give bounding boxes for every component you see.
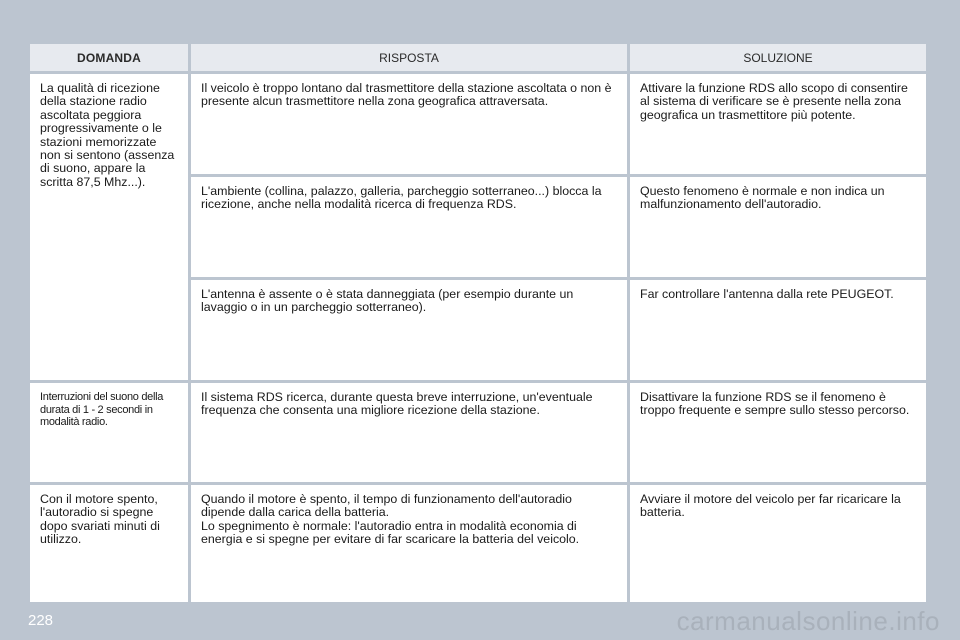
table-header [30,44,929,71]
header-domanda: DOMANDA [30,44,188,71]
header-risposta: RISPOSTA [191,44,627,71]
solution-cell: Attivare la funzione RDS allo scopo di consentire al sistema di verificare se è presente nella zona geografica un trasmettitore più potente. [630,74,926,174]
page-number: 228 [28,612,54,629]
solution-cell: Questo fenomeno è normale e non indica un malfunzionamento dell'autoradio. [630,177,926,277]
question-cell: La qualità di ricezione della stazione radio ascoltata peggiora progressivamente o le stazioni memorizzate non si sentono (assenza di suono, appare la scritta 87,5 Mhz...). [30,74,188,380]
table-row [30,485,929,602]
table-row [30,383,929,482]
solution-cell: Avviare il motore del veicolo per far ricaricare la batteria. [630,485,926,602]
answer-cell: L'antenna è assente o è stata danneggiata (per esempio durante un lavaggio o in un parcheggio sotterraneo). [191,280,627,380]
question-cell: Interruzioni del suono della durata di 1 - 2 secondi in modalità radio. [30,383,188,482]
header-soluzione: SOLUZIONE [630,44,926,71]
watermark: carmanualsonline.info [676,606,940,636]
question-cell: Con il motore spento, l'autoradio si spegne dopo svariati minuti di utilizzo. [30,485,188,602]
answer-cell: Quando il motore è spento, il tempo di funzionamento dell'autoradio dipende dalla carica della batteria. Lo spegnimento è normale: l'autoradio entra in modalità economia di energia e si spegne per evitare di far scaricare la batteria del veicolo. [191,485,627,602]
solution-cell: Far controllare l'antenna dalla rete PEUGEOT. [630,280,926,380]
answer-cell: L'ambiente (collina, palazzo, galleria, parcheggio sotterraneo...) blocca la ricezione, anche nella modalità ricerca di frequenza RDS. [191,177,627,277]
table-row [30,74,929,380]
answer-cell: Il veicolo è troppo lontano dal trasmettitore della stazione ascoltata o non è presente alcun trasmettitore nella zona geografica attraversata. [191,74,627,174]
answer-cell: Il sistema RDS ricerca, durante questa breve interruzione, un'eventuale frequenza che consenta una migliore ricezione della stazione. [191,383,627,482]
solution-cell: Disattivare la funzione RDS se il fenomeno è troppo frequente e sempre sullo stesso percorso. [630,383,926,482]
troubleshooting-table [30,44,929,605]
